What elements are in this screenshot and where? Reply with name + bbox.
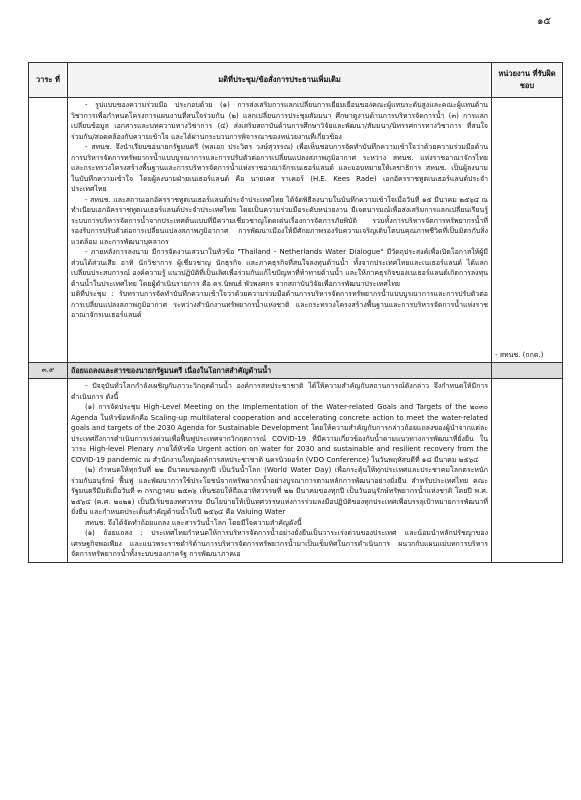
meeting-resolution: มติที่ประชุม : รับทราบการจัดทำบันทึกความเข้าใจว่าด้วยความร่วมมือด้านการบริหารจัดการทรัพยากรน้ำแบบบูรณาการและการปรับตัวต่อการเปลี่ยนแปลงสภาพภูมิอากาศ ระหว่างสำนักงานทรัพยากรน้ำแห่งชาติ และกระทรวงโครงสร้างพื้นฐานและการบริหารจัดการน้ำแห่งราชอาณาจักรเนเธอร์แลนด์: [71, 290, 488, 319]
paragraph: (๑) การจัดประชุม High-Level Meeting on the Implementation of the Water-related Goals and Targets of the ๒๐๓๐ Agenda ในหัวข้อหลักคือ Scaling-up multilateral cooperation and accelerating concrete action to meet the water-related goals and targets of the 2030 Agenda for Sustainable Development โดยให้ความสำคัญกับการกล่าวถ้อยแถลงของผู้นำจากแต่ละประเทศถึงการดำเนินการเร่งด่วนเพื่อฟื้นฟูประเทศจากวิกฤตการณ์ COVID-19 ที่มีความเกี่ยวข้องกับน้ำตามแนวทางการพัฒนาที่ยั่งยืน ในวาระ High-level Plenary ภายใต้หัวข้อ Urgent action on water for 2030 and sustainable and resilient recovery from the COVID-19 pandemic ณ สำนักงานใหญ่องค์การสหประชาชาติ นครนิวยอร์ก (VDO Conference) ในวันพฤหัสบดีที่ ๑๘ มีนาคม ๒๕๖๔: [71, 403, 488, 464]
header-responsible-agency: หน่วยงาน ที่รับผิดชอบ: [492, 63, 563, 98]
paragraph: สทนช. จึงได้จัดทำถ้อยแถลง และสารวันน้ำโลก โดยมีใจความสำคัญดังนี้: [85, 518, 302, 527]
page-number: ๑๕: [537, 16, 551, 27]
table-row: [29, 98, 563, 363]
section-agency-empty: [492, 363, 563, 379]
paragraph: - สทนช. และสถานเอกอัครราชทูตเนเธอร์แลนด์ประจำประเทศไทย ได้จัดพิธีลงนามในบันทึกความเข้าใจเมื่อวันที่ ๑๕ มีนาคม ๒๕๖๔ ณ ทำเนียบเอกอัครราชทูตเนเธอร์แลนด์ประจำประเทศไทย โดยเป็นความร่วมมือระดับหน่วยงาน มีเจตนารมณ์เพื่อส่งเสริมการแลกเปลี่ยนเรียนรู้ ระบบการบริหารจัดการน้ำจากประเทศต้นแบบที่มีความเชี่ยวชาญโดดเด่นเรื่องการจัดการภัยพิบัติ รวมทั้งการบริหารจัดการทรัพยากรน้ำที่รองรับการปรับตัวต่อการเปลี่ยนแปลงสภาพภูมิอากาศ การพัฒนาเมืองให้มีศักยภาพรองรับความเจริญเติบโตบนคุณภาพชีวิตที่เป็นมิตรกับสิ่งแวดล้อม และการพัฒนาบุคลากร: [71, 195, 488, 246]
resolution-cell: [68, 379, 492, 563]
paragraph: - รูปแบบของความร่วมมือ ประกอบด้วย (๑) การส่งเสริมการแลกเปลี่ยนการเยี่ยมเยือนของคณะผู้แทนระดับสูงและคณะผู้แทนด้านวิชาการเพื่อกำหนดโครงการแผนงานที่สนใจร่วมกัน (๒) แลกเปลี่ยนการประชุมสัมมนา ศึกษาดูงานด้านการบริหารจัดการน้ำ (๓) การแลกเปลี่ยนข้อมูล เอกสารและบทความทางวิชาการ (๔) ส่งเสริมสถาบันด้านการศึกษาวิจัยและพัฒนา/สัมมนา/นิทรรศการทางวิชาการ ที่สนใจร่วมกัน/สอดคล้องกับความเข้าใจ และได้ผ่านกระบวนการพิจารณาของหน่วยงานที่เกี่ยวข้อง: [71, 101, 488, 141]
paragraph: - ปัจจุบันทั่วโลกกำลังเผชิญกับภาวะวิกฤตด้านน้ำ องค์การสหประชาชาติ ได้ให้ความสำคัญกับสถานการณ์ดังกล่าว จึงกำหนดให้มีการดำเนินการ ดังนี้: [71, 382, 488, 401]
minutes-table: [28, 62, 563, 563]
paragraph: - ภายหลังการลงนาม มีการจัดงานเสวนาในหัวข้อ "Thailand - Netherlands Water Dialogue" มีวัตถุประสงค์เพื่อเปิดโอกาสให้ผู้มีส่วนได้ส่วนเสีย อาทิ นักวิชาการ ผู้เชี่ยวชาญ นักธุรกิจ และภาคธุรกิจที่สนใจลงทุนด้านน้ำ ทั้งจากประเทศไทยและเนเธอร์แลนด์ ได้แลกเปลี่ยนประสบการณ์ องค์ความรู้ แนวปฏิบัติที่เป็นเลิศเพื่อร่วมกันแก้ไขปัญหาที่ท้าทายด้านน้ำ และให้ภาคธุรกิจของเนเธอร์แลนด์เกิดการลงทุนด้านน้ำในประเทศไทย โดยผู้ดำเนินรายการ คือ ดร.นิพนธ์ พัวพงศกร จากสถาบันวิจัยเพื่อการพัฒนาประเทศไทย: [71, 248, 488, 288]
paragraph: (๒) กำหนดให้ทุกวันที่ ๒๒ มีนาคมของทุกปี เป็นวันน้ำโลก (World Water Day) เพื่อกระตุ้นให้ทุกประเทศและประชาคมโลกตระหนัก ร่วมกันอนุรักษ์ ฟื้นฟู และพัฒนาการใช้ประโยชน์จากทรัพยากรน้ำอย่างบูรณาการตามหลักการพัฒนาอย่างยั่งยืน สำหรับประเทศไทย คณะรัฐมนตรีมีมติเมื่อวันที่ ๓ กรกฎาคม ๒๕๓๖ เห็นชอบให้ถือเอาทิศวรรษที่ ๒๒ มีนาคมของทุกปี เป็นวันอนุรักษ์ทรัพยากรน้ำแห่งชาติ โดยปี พ.ศ. ๒๕๖๔ (ค.ศ. ๒๐๒๑) เป็นปีเริ่มของทศวรรษ มีนโยบายให้เป็นทศวรรษแห่งการร่วมลงมือปฏิบัติของทุกประเทศเพื่อบรรลุเป้าหมายการพัฒนาที่ยั่งยืน และกำหนดประเด็นสำคัญด้านน้ำในปี ๒๕๖๔ คือ Valuing Water: [71, 466, 488, 516]
agency-cell: [492, 379, 563, 563]
agenda-no-cell: [29, 98, 68, 363]
resolution-cell: [68, 98, 492, 363]
table-row: [29, 379, 563, 563]
section-title: ถ้อยแถลงและสารของนายกรัฐมนตรี เนื่องในโอกาสสำคัญด้านน้ำ: [68, 363, 492, 379]
agenda-no-cell: [29, 379, 68, 563]
section-header-row: [29, 363, 563, 379]
header-agenda-no: วาระ ที่: [29, 63, 68, 98]
header-resolution: มติที่ประชุม/ข้อสั่งการประธานเพิ่มเติม: [68, 63, 492, 98]
table-header-row: [29, 63, 563, 98]
agency-text: - สทนช. (กกต.): [495, 351, 544, 359]
paragraph: - สทนช. จึงนำเรียนขอนายกรัฐมนตรี (พลเอก ประวิตร วงษ์สุวรรณ) เพื่อเห็นชอบการจัดทำบันทึกความเข้าใจว่าด้วยความร่วมมือด้านการบริหารจัดการทรัพยากรน้ำแบบบูรณาการและการปรับตัวต่อการเปลี่ยนแปลงสภาพภูมิอากาศ ระหว่าง สทนช. แห่งราชอาณาจักรไทย และกระทรวงโครงสร้างพื้นฐานและการบริหารจัดการน้ำแห่งราชอาณาจักรเนเธอร์แลนด์ และมอบหมายให้เลขาธิการ สทนช. เป็นผู้ลงนามในบันทึกความเข้าใจ โดยผู้ลงนามฝ่ายเนเธอร์แลนด์ คือ นายเคส ราเคอร์ (H.E. Kees Rade) เอกอัครราชทูตเนเธอร์แลนด์ประจำประเทศไทย: [71, 143, 488, 193]
paragraph: (๑) ถ้อยแถลง : ประเทศไทยกำหนดให้การบริหารจัดการน้ำอย่างยั่งยืนเป็นวาระเร่งด่วนของประเทศ และน้อมนำหลักปรัชญาของเศรษฐกิจพอเพียง และแนวพระราชดำริด้านการบริหารจัดการทรัพยากรน้ำมาเป็นเข็มทิศในการดำเนินการ ผนวกกับแผนแม่บทการบริหารจัดการทรัพยากรน้ำทั้งระบบของภาครัฐ การพัฒนาภาคเอ: [71, 529, 488, 558]
agency-cell: [492, 98, 563, 363]
section-number: ๓.๙: [29, 363, 68, 379]
